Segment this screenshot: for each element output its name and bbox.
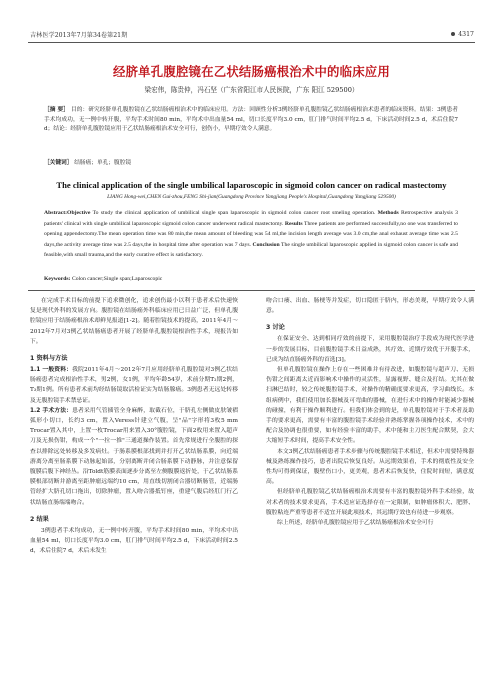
discussion-paragraph-1: 在保证安全、达到相同疗效的前提下，采用腹腔镜治疗手段成为现代医学进一步的发展目标，目前腹腔镜手术日益成熟，其疗效、近期疗效优于开腹手术，已成为结直肠癌外科的首选[3]。	[266, 336, 474, 363]
abstract-text: 目的：研究经脐单孔腹腔镜在乙状结肠癌根治术中的临床应用。方法：回顾性分析3例经脐单孔腹腔镜乙状结肠癌根治术患者的临床资料。结果：3例患者手术均成功，无一例中转开腹，平均手术时间80 min，平均术中出血量54 ml，切口长度平均3.0 cm，肛门排气时间平均2.5 d，下床活动时间2.5 d，术后住院7 d；结论：经脐单孔腹腔镜应用于乙状结肠癌根治术安全可行，创伤小，早期疗效令人满意。	[44, 107, 458, 133]
subsection-heading-surgery: 1.2 手术方法：	[30, 407, 73, 414]
en-conclusion-label: Conclusion	[252, 241, 280, 248]
bullet-icon	[451, 32, 455, 36]
discussion-paragraph-3: 本文3例乙状结肠癌患者手术步骤与传统腹腔镜手术相近，但术中需要特殊器械及熟练操作技巧，患者出院后恢复良好。从远期效果看，手术的彻底性及安全性均可得到保证，腹壁伤口小，更美观，患者术后恢复快，住院时间短，满意度高。	[266, 448, 474, 486]
english-authors: LIANG Hong-wei,CHEN Gui-zhou,FENG Shi-jian(Guangdong Province Yangjiang People's Hospital,Guangdong Yangjiang 529500)	[107, 194, 396, 200]
keywords-text: 结肠癌；单孔；腹腔镜	[74, 160, 132, 166]
abstract-label: ［摘 要］	[44, 107, 70, 113]
page-number: 4317	[458, 30, 474, 38]
en-methods: Retrospective analysis 3 patients' clinical with single umbilical laparoscopic sigmoid colon cancer underwent radical mastectomy.	[44, 210, 458, 227]
article-authors: 梁宏伟，陈贵仲，冯石坚（广东省阳江市人民医院，广东 阳江 529500）	[144, 86, 359, 94]
english-keywords	[44, 276, 458, 282]
surgical-method-text: 患者采用气管插管全身麻醉，取截石位，于脐孔左侧做皮肤皱褶弧形小切口，长约3 cm，置入Veress针建立气腹，呈"品"字形将3枚5 mm Trocar置入其中，上置一枚Trocar用来置入30°腹腔镜，下面2枚用来置入超声刀及无损伤钳，构成一个"一拉一推"三通道操作装置。首先常规进行全腹腔的探查以排除远处转移及多发病灶。于肠系膜根部找到并打开乙状结肠系膜，向近端游离分离至肠系膜下动脉起始部，分别离断并闭合肠系膜下动静脉，并注意保留腹膜后腹下神经丛。沿Toldt筋膜表面逐步分离至左侧腹膜返折处，于乙状结肠系膜根部切断并游离至距肿瘤远端约10 cm，用直线切割闭合器切断肠管，近端肠管经扩大脐孔切口拖出，切除肿瘤，置入吻合器抵钉座，重建气腹后经肛门行乙状结肠直肠端端吻合。	[30, 407, 238, 506]
en-conclusion: The single umbilical laparoscopic applied in sigmoid colon cancer is safe and feasible,with small trauma,and the early curative effect is satisfactory.	[44, 241, 459, 258]
section-heading-methods: 1 资料与方法	[30, 355, 68, 363]
left-column	[30, 296, 238, 556]
section-heading-results: 2 结果	[30, 515, 49, 523]
en-objective-label: Abstract:Objective	[44, 210, 91, 216]
en-results: Three patients are performed successfully,no one was transferred to opening appendectomy.The mean operation time was 80 min,the mean amount of bleeding was 54 ml,the incision length average was 3.0 cm,the anal exhaust average time was 2.5 days,the activity average time was 2.5 days,the in hospital time after operation was 7 days.	[44, 220, 458, 248]
abstract-divider	[28, 290, 475, 291]
en-objective: To study the clinical application of umbilical single span laparoscopic in sigmoid colon cancer root smeling operation.	[92, 210, 376, 216]
chinese-abstract	[44, 106, 458, 135]
results-continued: 吻合口瘘、出血、肠梗等并发症，切口隐匿于脐内，形态美观，早期疗效令人满意。	[266, 298, 474, 315]
intro-paragraph: 在完成手术目标的前提下追求微创化，追求创伤最小以利于患者术后快速恢复是现代外科的发展方向。腹腔镜在结肠癌外科临床应用已日益广泛，但单孔腹腔镜应用于结肠癌根治术却鲜见报道[1-2]。随着腔镜技术的提高，2011年4月～2012年7月对3例乙状结肠癌患者开展了经脐单孔腹腔镜根治性手术，现报告如下。	[30, 298, 238, 345]
right-column	[266, 296, 474, 528]
page-number-group	[451, 31, 474, 38]
en-keywords-text: Colon cancer;Single span;Laparoscopic	[71, 276, 163, 282]
english-abstract	[44, 208, 458, 261]
en-keywords-label: Keywords:	[44, 276, 71, 282]
keywords-label: ［关键词］	[44, 160, 73, 166]
en-methods-label: Methods	[377, 210, 399, 216]
running-header	[30, 28, 474, 40]
english-title: The clinical application of the single umbilical laparoscopic in sigmoid colon cancer on radical mastectomy	[56, 180, 447, 190]
journal-name: 吉林医学2013年7月第34卷第21期	[30, 31, 128, 39]
general-data-text: 我院2011年4月～2012年7月应用经脐单孔腹腔镜对3例乙状结肠癌患者完成根治性手术，男2例，女1例，平均年龄54岁，术前分期T₂期2例，T₃期1例。所有患者术前均经结肠镜取活检证实为结肠腺癌。3例患者无远处转移及无腹腔镜手术禁忌证。	[30, 367, 238, 404]
discussion-paragraph-4: 但经脐单孔腹腔镜乙状结肠癌根治术需要有丰富的腹腔镜外科手术经验，故对术者的技术要求更高，手术适应证选择存在一定限制，如肿瘤体积大、肥胖、腹腔粘连严重等患者不适宜开展此项技术，其远期疗效也有待进一步观察。	[266, 489, 474, 516]
subsection-heading-general: 1.1 一般资料：	[30, 367, 73, 374]
en-results-label: Results	[284, 220, 303, 227]
section-heading-discussion: 3 讨论	[266, 324, 285, 332]
article-title: 经脐单孔腹腔镜在乙状结肠癌根治术中的临床应用	[113, 64, 390, 79]
header-rule	[28, 42, 475, 43]
discussion-paragraph-2: 但单孔腹腔镜在操作上存在一些困难并有待改进，如腹腔镜与超声刀、无损伤钳之间距离太近而影响术中操作的灵活性，显露视野、缝合及打结。尤其在做扫淋巴结时，较之传统腹腔镜手术，对操作的精确度要求更高，学习曲线长。本组病例中，我们使用加长器械及可弯曲的器械，在进行术中的操作时能减少器械的碰撞，有利于操作顺利进行。但我们体会到的是，单孔腹腔镜对于手术者及助手的要求更高，需要有丰富的腹腔镜手术经验并熟练掌握各项操作技术，术中的配合及协调也很重要，如有经验丰富的助手，术中能和主刀医生配合默契，会大大缩短手术时间，提高手术安全性。	[266, 367, 474, 445]
chinese-keywords	[44, 157, 458, 166]
discussion-paragraph-5: 综上所述，经脐单孔腹腔镜应用于乙状结肠癌根治术安全可行	[277, 520, 434, 527]
results-paragraph: 3例患者手术均成功，无一例中转开腹，平均手术时间80 min，平均术中出血量54 ml，切口长度平均3.0 cm，肛门排气时间平均2.5 d，下床活动时间2.5 d，术后住院7 d，术后未发生	[30, 527, 238, 555]
